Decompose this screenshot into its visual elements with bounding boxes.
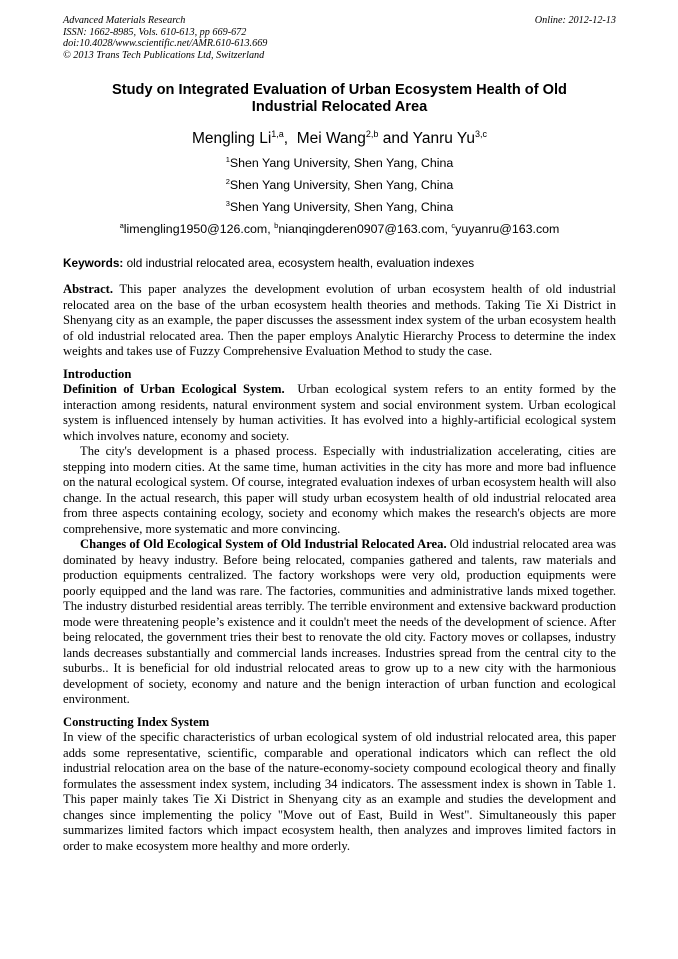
author-list — [63, 130, 616, 148]
abstract-paragraph — [63, 282, 616, 360]
doi-line: doi:10.4028/www.scientific.net/AMR.610-613.669 — [63, 38, 268, 50]
issn-line: ISSN: 1662-8985, Vols. 610-613, pp 669-672 — [63, 26, 247, 38]
keywords-text: old industrial relocated area, ecosystem health, evaluation indexes — [123, 256, 475, 270]
abstract-label: Abstract. — [63, 282, 114, 296]
paper-title — [63, 82, 616, 116]
keywords-label: Keywords: — [63, 256, 124, 270]
keywords — [63, 256, 616, 270]
journal-name: Advanced Materials Research — [63, 15, 186, 26]
affiliation-text: Shen Yang University, Shen Yang, China — [229, 156, 454, 170]
definition-text: Urban ecological system refers to an entity formed by the interaction among residents, natural environment system and social environment system. Urban ecological system is influenced intensely by human activities. It has evolved into a highly-artificial ecological system which involves nature, economy and society. — [63, 382, 620, 443]
author-name: Yanru Yu — [412, 130, 475, 147]
development-paragraph: The city's development is a phased process. Especially with industrialization accelerating, cities are stepping into modern cities. At the same time, human activities in the city has more and more bad influence on the natural ecological system. Of course, integrated evaluation indexes of urban ecosystem health will also change. In the actual research, this paper will study urban ecosystem health of old industrial relocated area from three aspects containing ecology, society and economy which makes the research's objects are more comprehensive, more systematic and more convincing. — [63, 444, 616, 536]
email-letter: b — [274, 221, 279, 230]
abstract-text: This paper analyzes the development evolution of urban ecosystem health of old industrial relocated area on the base of the urban ecosystem health theories and methods. Taking Tie Xi District in Shenyang city as an example, the paper discusses the assessment index system of the urban ecosystem health of old industrial relocated area. Then the paper employs Analytic Hierarchy Process to determine the index weights and takes use of Fuzzy Comprehensive Evaluation Method to study the case. — [63, 282, 616, 358]
paper-body — [63, 282, 620, 854]
running-header — [63, 15, 616, 61]
copyright-line: © 2013 Trans Tech Publications Ltd, Switzerland — [63, 49, 265, 61]
section-heading-introduction: Introduction — [63, 366, 132, 381]
author-superscript: 1,a — [271, 129, 284, 139]
affiliation-number: 1 — [225, 155, 230, 164]
affiliation-text: Shen Yang University, Shen Yang, China — [229, 178, 454, 192]
author-separator: and — [378, 130, 413, 147]
title-line-2: Industrial Relocated Area — [251, 99, 428, 115]
affiliation-1 — [63, 156, 616, 170]
affiliation-3 — [63, 200, 616, 214]
author-name: Mengling Li — [192, 130, 272, 147]
email-address: limengling1950@126.com, — [123, 222, 275, 236]
affiliation-number: 3 — [225, 199, 230, 208]
online-date: Online: 2012-12-13 — [534, 15, 616, 26]
index-system-paragraph: In view of the specific characteristics of urban ecological system of old industrial relocated area, this paper adds some representative, scientific, comparable and operational indicators which can reflect the old industrial relocation area on the base of the nature-economy-society compound ecological theory and finally formulates the assessment index system, including 34 indicators. The assessment index is shown in Table 1. This paper mainly takes Tie Xi District in Shenyang city as an example and studies the development and changes since implementing the policy "Move out of East, Build in West". Simultaneously this paper summarizes limited factors which impact ecosystem health, then analyzes and improves limited factors in order to make ecosystem more healthy and more orderly. — [63, 730, 616, 853]
email-letter: a — [119, 221, 124, 230]
author-superscript: 2,b — [365, 129, 379, 139]
email-line — [63, 222, 616, 236]
email-address: nianqingderen0907@163.com, — [278, 222, 452, 236]
changes-label: Changes of Old Ecological System of Old Industrial Relocated Area. — [80, 537, 447, 551]
author-superscript: 3,c — [474, 129, 487, 139]
email-letter: c — [451, 221, 456, 230]
changes-text: Old industrial relocated area was dominated by heavy industry. Before being relocated, companies gathered and talents, raw materials and production equipments centralized. The factory workshops were very old, production equipments were poorly equipped and the land was rare. The factories, communities and administrative lands mixed together. The industry disturbed residential areas terribly. The terrible environment and extensive backward production mode were threatening people’s existence and it couldn't meet the needs of the development of science. After being relocated, the government tries their best to renovate the old city. Factory moves or collapses, industry lands decreases substantially and commercial lands increases. Industries spread from the central city to the suburbs.. It is beneficial for old industrial relocated areas to grow up to a new city with the harmonious development of society, economy and nature and the benign interaction of urban function and ecological environment. — [63, 537, 616, 706]
email-address: yuyanru@163.com — [455, 222, 560, 236]
author-separator: , — [283, 130, 297, 147]
definition-paragraph — [63, 382, 620, 444]
changes-paragraph — [63, 537, 616, 708]
affiliation-text: Shen Yang University, Shen Yang, China — [229, 200, 454, 214]
definition-label: Definition of Urban Ecological System. — [63, 382, 285, 396]
section-heading-index-system: Constructing Index System — [63, 714, 210, 729]
affiliation-2 — [63, 178, 616, 192]
author-name: Mei Wang — [296, 130, 366, 147]
affiliation-number: 2 — [225, 177, 230, 186]
title-line-1: Study on Integrated Evaluation of Urban Ecosystem Health of Old — [112, 82, 567, 98]
